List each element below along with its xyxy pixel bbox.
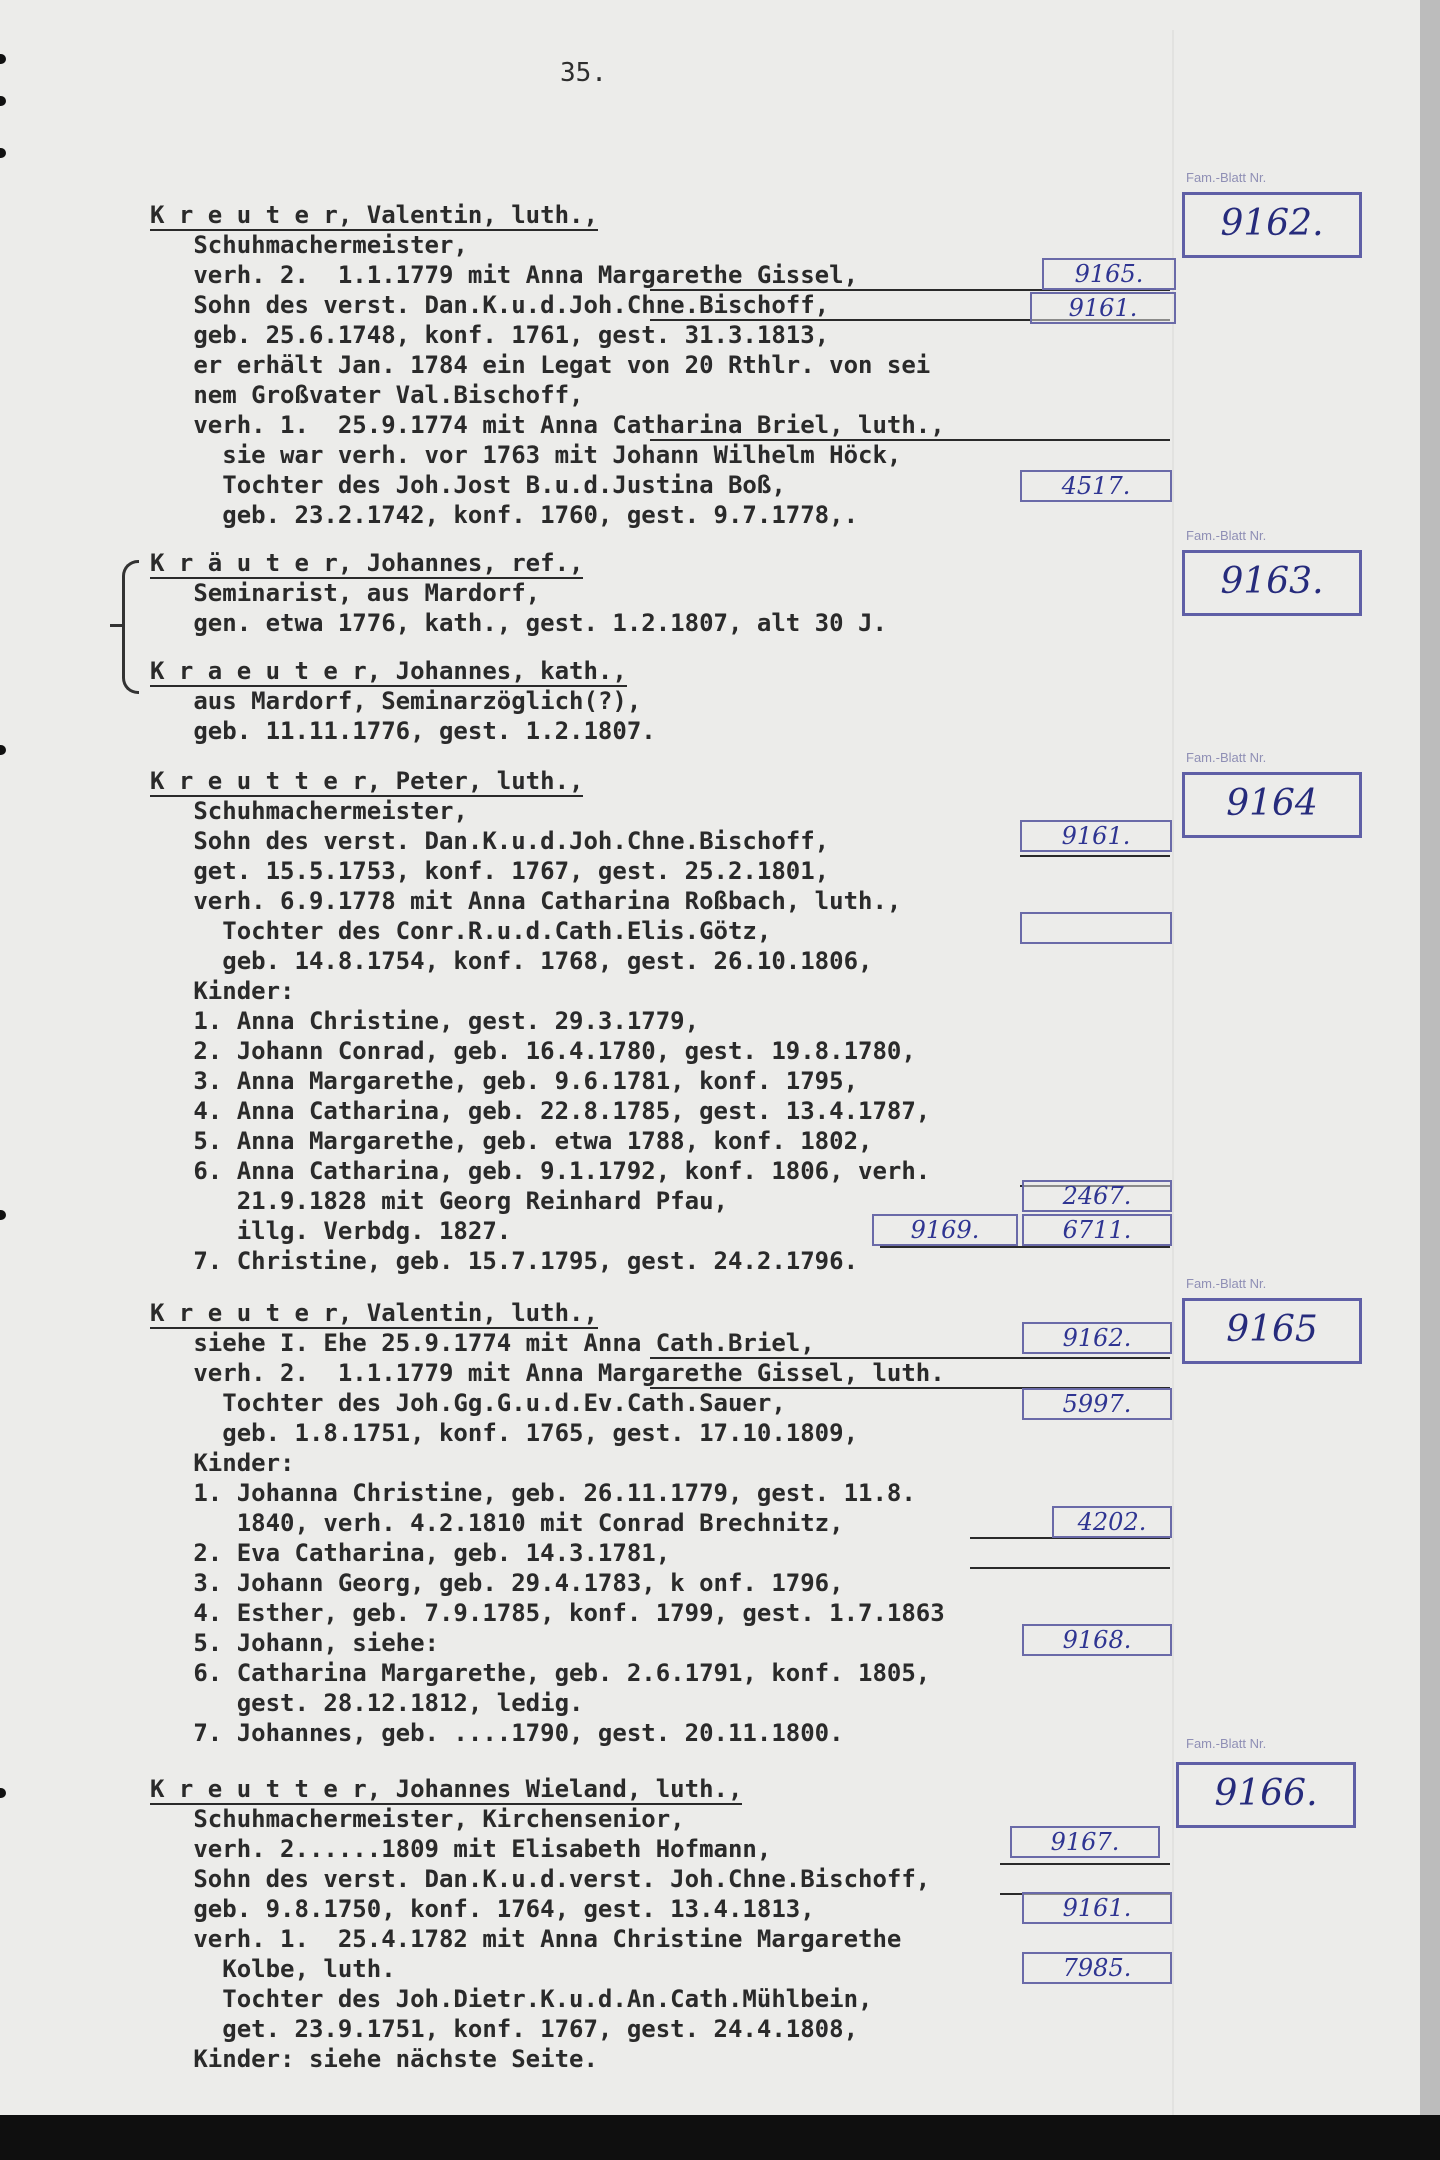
fam-blatt-label: Fam.-Blatt Nr. [1186,1276,1267,1291]
entry-line: Sohn des verst. Dan.K.u.d.Joh.Chne.Bischoff, [150,291,830,319]
ref-number-box [1020,912,1172,944]
entry-line: sie war verh. vor 1763 mit Johann Wilhelm Höck, [150,441,902,469]
entry-line: 21.9.1828 mit Georg Reinhard Pfau, [150,1187,728,1215]
entry-line: geb. 1.8.1751, konf. 1765, gest. 17.10.1809, [150,1419,859,1447]
ref-number-box: 5997. [1022,1388,1172,1420]
entry-line: 6. Anna Catharina, geb. 9.1.1792, konf. 1806, verh. [150,1157,931,1185]
ref-number-box: 9161. [1020,820,1172,852]
entry-line: Schuhmachermeister, [150,231,468,259]
entry-line: verh. 2. 1.1.1779 mit Anna Margarethe Gissel, [150,261,859,289]
entry-line: 1. Johanna Christine, geb. 26.11.1779, gest. 11.8. [150,1479,916,1507]
ref-number-box: 9161. [1022,1892,1172,1924]
underline [970,1567,1170,1569]
entry-line: Sohn des verst. Dan.K.u.d.Joh.Chne.Bischoff, [150,827,830,855]
entry-line: verh. 2......1809 mit Elisabeth Hofmann, [150,1835,772,1863]
entry-line: Schuhmachermeister, [150,797,468,825]
entry-heading: K r ä u t e r, Johannes, ref., [150,549,584,577]
fam-blatt-number: 9164 [1182,772,1362,838]
entry-line: Kinder: [150,977,295,1005]
ref-number-box: 6711. [1022,1214,1172,1246]
ref-number-box: 4517. [1020,470,1172,502]
entry-line: get. 15.5.1753, konf. 1767, gest. 25.2.1801, [150,857,830,885]
fam-blatt-label: Fam.-Blatt Nr. [1186,750,1267,765]
entry-line: nem Großvater Val.Bischoff, [150,381,584,409]
punch-hole [0,148,6,158]
ref-number-box: 9167. [1010,1826,1160,1858]
entry-line: 2. Eva Catharina, geb. 14.3.1781, [150,1539,671,1567]
fam-blatt-number: 9162. [1182,192,1362,258]
page-number: 35. [560,58,607,88]
entry-line: gen. etwa 1776, kath., gest. 1.2.1807, alt 30 J. [150,609,887,637]
entry-heading: K r e u t e r, Valentin, luth., [150,1299,598,1327]
underline [650,439,1170,441]
entry-line: verh. 1. 25.4.1782 mit Anna Christine Margarethe [150,1925,902,1953]
entry-line: 3. Johann Georg, geb. 29.4.1783, k onf. 1796, [150,1569,844,1597]
fam-blatt-label: Fam.-Blatt Nr. [1186,528,1267,543]
margin-line [1172,30,1174,2115]
entry-line: geb. 23.2.1742, konf. 1760, gest. 9.7.1778,. [150,501,859,529]
scan-edge [0,2115,1440,2160]
ref-number-box: 9165. [1042,258,1176,290]
punch-hole [0,1210,6,1220]
ref-number-box: 9169. [872,1214,1018,1246]
entry-line: 3. Anna Margarethe, geb. 9.6.1781, konf. 1795, [150,1067,859,1095]
entry-line: geb. 11.11.1776, gest. 1.2.1807. [150,717,656,745]
entry-line: geb. 9.8.1750, konf. 1764, gest. 13.4.1813, [150,1895,815,1923]
entry-heading: K r a e u t e r, Johannes, kath., [150,657,627,685]
brace [122,560,139,694]
entry-line: Tochter des Conr.R.u.d.Cath.Elis.Götz, [150,917,772,945]
entry-line: verh. 2. 1.1.1779 mit Anna Margarethe Gissel, luth. [150,1359,945,1387]
entry-line: Tochter des Joh.Dietr.K.u.d.An.Cath.Mühlbein, [150,1985,873,2013]
entry-line: 5. Johann, siehe: [150,1629,439,1657]
entry-line: 7. Christine, geb. 15.7.1795, gest. 24.2.1796. [150,1247,859,1275]
entry-line: Tochter des Joh.Jost B.u.d.Justina Boß, [150,471,786,499]
entry-line: get. 23.9.1751, konf. 1767, gest. 24.4.1808, [150,2015,859,2043]
fam-blatt-number: 9166. [1176,1762,1356,1828]
entry-line: Kinder: siehe nächste Seite. [150,2045,598,2073]
entry-line: 4. Esther, geb. 7.9.1785, konf. 1799, gest. 1.7.1863 [150,1599,945,1627]
entry-line: Kolbe, luth. [150,1955,396,1983]
brace-tip [110,624,124,627]
entry-line: verh. 6.9.1778 mit Anna Catharina Roßbach, luth., [150,887,902,915]
underline [1000,1863,1170,1865]
underline [650,1357,1170,1359]
entry-line: 4. Anna Catharina, geb. 22.8.1785, gest. 13.4.1787, [150,1097,931,1125]
entry-heading: K r e u t t e r, Johannes Wieland, luth., [150,1775,743,1803]
ref-number-box: 4202. [1052,1506,1172,1538]
ref-number-box: 9162. [1022,1322,1172,1354]
entry-line: 2. Johann Conrad, geb. 16.4.1780, gest. 19.8.1780, [150,1037,916,1065]
entry-line: 1840, verh. 4.2.1810 mit Conrad Brechnitz, [150,1509,844,1537]
ref-number-box: 9168. [1022,1624,1172,1656]
ref-number-box: 7985. [1022,1952,1172,1984]
entry-line: gest. 28.12.1812, ledig. [150,1689,584,1717]
entry-line: 6. Catharina Margarethe, geb. 2.6.1791, konf. 1805, [150,1659,931,1687]
punch-hole [0,745,6,755]
underline [880,1246,1170,1248]
entry-line: er erhält Jan. 1784 ein Legat von 20 Rthlr. von sei [150,351,931,379]
entry-line: 7. Johannes, geb. ....1790, gest. 20.11.1800. [150,1719,844,1747]
punch-hole [0,54,6,64]
entry-line: 1. Anna Christine, gest. 29.3.1779, [150,1007,700,1035]
entry-line: geb. 14.8.1754, konf. 1768, gest. 26.10.1806, [150,947,873,975]
entry-heading: K r e u t e r, Valentin, luth., [150,201,598,229]
underline [1020,855,1170,857]
entry-line: Sohn des verst. Dan.K.u.d.verst. Joh.Chne.Bischoff, [150,1865,931,1893]
fam-blatt-label: Fam.-Blatt Nr. [1186,1736,1267,1751]
entry-line: aus Mardorf, Seminarzöglich(?), [150,687,642,715]
fam-blatt-number: 9163. [1182,550,1362,616]
ref-number-box: 9161. [1030,292,1176,324]
entry-line: 5. Anna Margarethe, geb. etwa 1788, konf. 1802, [150,1127,873,1155]
entry-line: verh. 1. 25.9.1774 mit Anna Catharina Briel, luth., [150,411,945,439]
fam-blatt-label: Fam.-Blatt Nr. [1186,170,1267,185]
ref-number-box: 2467. [1022,1180,1172,1212]
entry-line: illg. Verbdg. 1827. [150,1217,512,1245]
entry-line: Tochter des Joh.Gg.G.u.d.Ev.Cath.Sauer, [150,1389,786,1417]
punch-hole [0,96,6,106]
entry-line: geb. 25.6.1748, konf. 1761, gest. 31.3.1813, [150,321,830,349]
punch-hole [0,1788,6,1798]
fam-blatt-number: 9165 [1182,1298,1362,1364]
entry-line: siehe I. Ehe 25.9.1774 mit Anna Cath.Briel, [150,1329,815,1357]
entry-line: Kinder: [150,1449,295,1477]
entry-line: Schuhmachermeister, Kirchensenior, [150,1805,685,1833]
entry-line: Seminarist, aus Mardorf, [150,579,541,607]
entry-heading: K r e u t t e r, Peter, luth., [150,767,584,795]
